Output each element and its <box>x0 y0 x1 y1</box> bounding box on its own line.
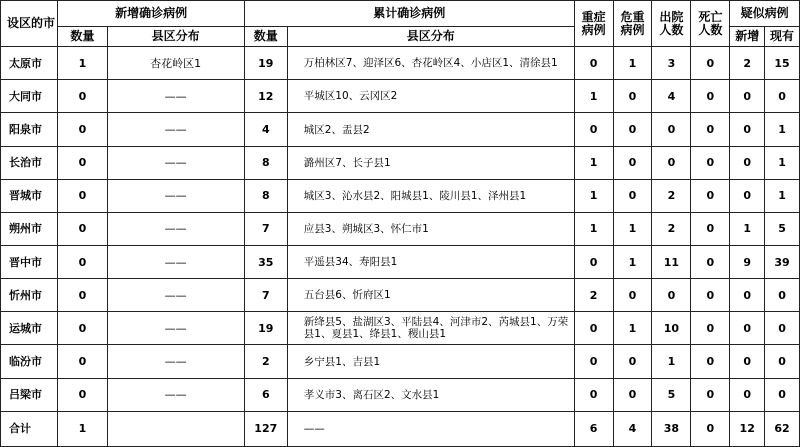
new-count-cell: 0 <box>58 312 107 345</box>
new-count-cell: 0 <box>58 279 107 312</box>
cum-count-cell: 4 <box>244 113 287 146</box>
new-dist-cell: —— <box>107 179 244 212</box>
city-cell: 晋城市 <box>1 179 58 212</box>
header-region: 设区的市 <box>1 1 58 47</box>
cum-dist-cell: —— <box>287 411 574 446</box>
suspected-new-cell: 0 <box>730 113 765 146</box>
suspected-existing-cell: 0 <box>765 378 800 411</box>
table-row <box>1 179 800 212</box>
table-row <box>1 146 800 179</box>
severe-cell: 0 <box>574 378 613 411</box>
cum-count-cell: 2 <box>244 345 287 378</box>
cum-dist-cell: 新绛县5、盐湖区3、平陆县4、河津市2、芮城县1、万荣县1、夏县1、绛县1、稷山县1 <box>287 312 574 345</box>
cum-dist-cell: 城区3、沁水县2、阳城县1、陵川县1、泽州县1 <box>287 179 574 212</box>
cum-dist-cell: 应县3、朔城区3、怀仁市1 <box>287 212 574 245</box>
header-new-count: 数量 <box>58 27 107 47</box>
severe-cell: 0 <box>574 345 613 378</box>
cum-count-cell: 127 <box>244 411 287 446</box>
header-suspected-existing: 现有 <box>765 27 800 47</box>
city-cell: 吕梁市 <box>1 378 58 411</box>
new-count-cell: 0 <box>58 212 107 245</box>
table-row <box>1 80 800 113</box>
discharged-cell: 0 <box>652 113 691 146</box>
critical-cell: 1 <box>613 212 652 245</box>
header-cum-count: 数量 <box>244 27 287 47</box>
city-cell: 忻州市 <box>1 279 58 312</box>
severe-cell: 0 <box>574 47 613 80</box>
critical-cell: 0 <box>613 113 652 146</box>
cum-count-cell: 35 <box>244 246 287 279</box>
new-dist-cell: —— <box>107 146 244 179</box>
new-dist-cell: 杏花岭区1 <box>107 47 244 80</box>
critical-cell: 1 <box>613 47 652 80</box>
city-cell: 临汾市 <box>1 345 58 378</box>
suspected-new-cell: 2 <box>730 47 765 80</box>
cum-dist-cell: 孝义市3、离石区2、文水县1 <box>287 378 574 411</box>
discharged-cell: 10 <box>652 312 691 345</box>
new-count-cell: 0 <box>58 378 107 411</box>
city-cell: 大同市 <box>1 80 58 113</box>
total-row <box>1 411 800 446</box>
new-dist-cell: —— <box>107 212 244 245</box>
new-dist-cell: —— <box>107 345 244 378</box>
deaths-cell: 0 <box>691 246 730 279</box>
suspected-existing-cell: 0 <box>765 312 800 345</box>
cum-count-cell: 7 <box>244 212 287 245</box>
suspected-new-cell: 0 <box>730 80 765 113</box>
discharged-cell: 0 <box>652 146 691 179</box>
suspected-new-cell: 0 <box>730 146 765 179</box>
critical-cell: 0 <box>613 279 652 312</box>
new-count-cell: 0 <box>58 80 107 113</box>
table-row <box>1 345 800 378</box>
header-severe: 重症病例 <box>574 1 613 47</box>
severe-cell: 1 <box>574 146 613 179</box>
severe-cell: 6 <box>574 411 613 446</box>
critical-cell: 4 <box>613 411 652 446</box>
table-row <box>1 113 800 146</box>
suspected-new-cell: 0 <box>730 179 765 212</box>
header-deaths: 死亡人数 <box>691 1 730 47</box>
severe-cell: 2 <box>574 279 613 312</box>
new-dist-cell: —— <box>107 246 244 279</box>
suspected-existing-cell: 15 <box>765 47 800 80</box>
critical-cell: 0 <box>613 345 652 378</box>
new-dist-cell: —— <box>107 312 244 345</box>
severe-cell: 1 <box>574 80 613 113</box>
deaths-cell: 0 <box>691 80 730 113</box>
header-cumulative-confirmed: 累计确诊病例 <box>244 1 574 27</box>
header-suspected-new: 新增 <box>730 27 765 47</box>
suspected-existing-cell: 1 <box>765 113 800 146</box>
suspected-existing-cell: 0 <box>765 279 800 312</box>
suspected-existing-cell: 0 <box>765 345 800 378</box>
deaths-cell: 0 <box>691 179 730 212</box>
new-dist-cell: —— <box>107 113 244 146</box>
deaths-cell: 0 <box>691 212 730 245</box>
table-body <box>1 1 800 447</box>
city-cell: 运城市 <box>1 312 58 345</box>
deaths-cell: 0 <box>691 345 730 378</box>
suspected-new-cell: 0 <box>730 378 765 411</box>
discharged-cell: 3 <box>652 47 691 80</box>
suspected-new-cell: 0 <box>730 312 765 345</box>
discharged-cell: 0 <box>652 279 691 312</box>
city-cell: 长治市 <box>1 146 58 179</box>
city-cell: 朔州市 <box>1 212 58 245</box>
table-row <box>1 212 800 245</box>
discharged-cell: 11 <box>652 246 691 279</box>
cum-count-cell: 12 <box>244 80 287 113</box>
header-new-confirmed: 新增确诊病例 <box>58 1 244 27</box>
cum-dist-cell: 城区2、盂县2 <box>287 113 574 146</box>
header-suspected: 疑似病例 <box>730 1 800 27</box>
severe-cell: 1 <box>574 179 613 212</box>
discharged-cell: 4 <box>652 80 691 113</box>
discharged-cell: 5 <box>652 378 691 411</box>
suspected-existing-cell: 0 <box>765 80 800 113</box>
new-dist-cell: —— <box>107 378 244 411</box>
new-count-cell: 0 <box>58 146 107 179</box>
new-dist-cell <box>107 411 244 446</box>
new-count-cell: 0 <box>58 113 107 146</box>
cum-count-cell: 8 <box>244 179 287 212</box>
suspected-existing-cell: 62 <box>765 411 800 446</box>
table-row <box>1 312 800 345</box>
new-count-cell: 0 <box>58 345 107 378</box>
header-critical: 危重病例 <box>613 1 652 47</box>
new-count-cell: 1 <box>58 47 107 80</box>
critical-cell: 0 <box>613 378 652 411</box>
cum-count-cell: 7 <box>244 279 287 312</box>
cum-count-cell: 6 <box>244 378 287 411</box>
cum-dist-cell: 潞州区7、长子县1 <box>287 146 574 179</box>
deaths-cell: 0 <box>691 312 730 345</box>
cum-dist-cell: 平遥县34、寿阳县1 <box>287 246 574 279</box>
suspected-existing-cell: 1 <box>765 179 800 212</box>
city-cell: 阳泉市 <box>1 113 58 146</box>
severe-cell: 0 <box>574 113 613 146</box>
table-row <box>1 378 800 411</box>
suspected-new-cell: 0 <box>730 345 765 378</box>
header-discharged: 出院人数 <box>652 1 691 47</box>
suspected-existing-cell: 1 <box>765 146 800 179</box>
severe-cell: 0 <box>574 246 613 279</box>
new-dist-cell: —— <box>107 80 244 113</box>
discharged-cell: 1 <box>652 345 691 378</box>
suspected-new-cell: 9 <box>730 246 765 279</box>
critical-cell: 0 <box>613 80 652 113</box>
city-cell: 晋中市 <box>1 246 58 279</box>
cum-dist-cell: 万柏林区7、迎泽区6、杏花岭区4、小店区1、清徐县1 <box>287 47 574 80</box>
suspected-new-cell: 12 <box>730 411 765 446</box>
severe-cell: 1 <box>574 212 613 245</box>
cum-count-cell: 8 <box>244 146 287 179</box>
critical-cell: 1 <box>613 312 652 345</box>
critical-cell: 0 <box>613 146 652 179</box>
city-cell: 太原市 <box>1 47 58 80</box>
discharged-cell: 2 <box>652 212 691 245</box>
deaths-cell: 0 <box>691 279 730 312</box>
header-cum-county-dist: 县区分布 <box>287 27 574 47</box>
deaths-cell: 0 <box>691 47 730 80</box>
deaths-cell: 0 <box>691 411 730 446</box>
suspected-new-cell: 1 <box>730 212 765 245</box>
suspected-existing-cell: 5 <box>765 212 800 245</box>
cum-dist-cell: 平城区10、云冈区2 <box>287 80 574 113</box>
suspected-new-cell: 0 <box>730 279 765 312</box>
new-count-cell: 0 <box>58 246 107 279</box>
discharged-cell: 2 <box>652 179 691 212</box>
deaths-cell: 0 <box>691 146 730 179</box>
header-row-1 <box>1 1 800 27</box>
city-cell: 合计 <box>1 411 58 446</box>
table-row <box>1 246 800 279</box>
critical-cell: 1 <box>613 246 652 279</box>
cum-count-cell: 19 <box>244 47 287 80</box>
new-count-cell: 1 <box>58 411 107 446</box>
header-new-county-dist: 县区分布 <box>107 27 244 47</box>
severe-cell: 0 <box>574 312 613 345</box>
new-count-cell: 0 <box>58 179 107 212</box>
cum-dist-cell: 五台县6、忻府区1 <box>287 279 574 312</box>
table-row <box>1 47 800 80</box>
deaths-cell: 0 <box>691 113 730 146</box>
table-row <box>1 279 800 312</box>
critical-cell: 0 <box>613 179 652 212</box>
discharged-cell: 38 <box>652 411 691 446</box>
cum-dist-cell: 乡宁县1、吉县1 <box>287 345 574 378</box>
cum-count-cell: 19 <box>244 312 287 345</box>
deaths-cell: 0 <box>691 378 730 411</box>
suspected-existing-cell: 39 <box>765 246 800 279</box>
new-dist-cell: —— <box>107 279 244 312</box>
